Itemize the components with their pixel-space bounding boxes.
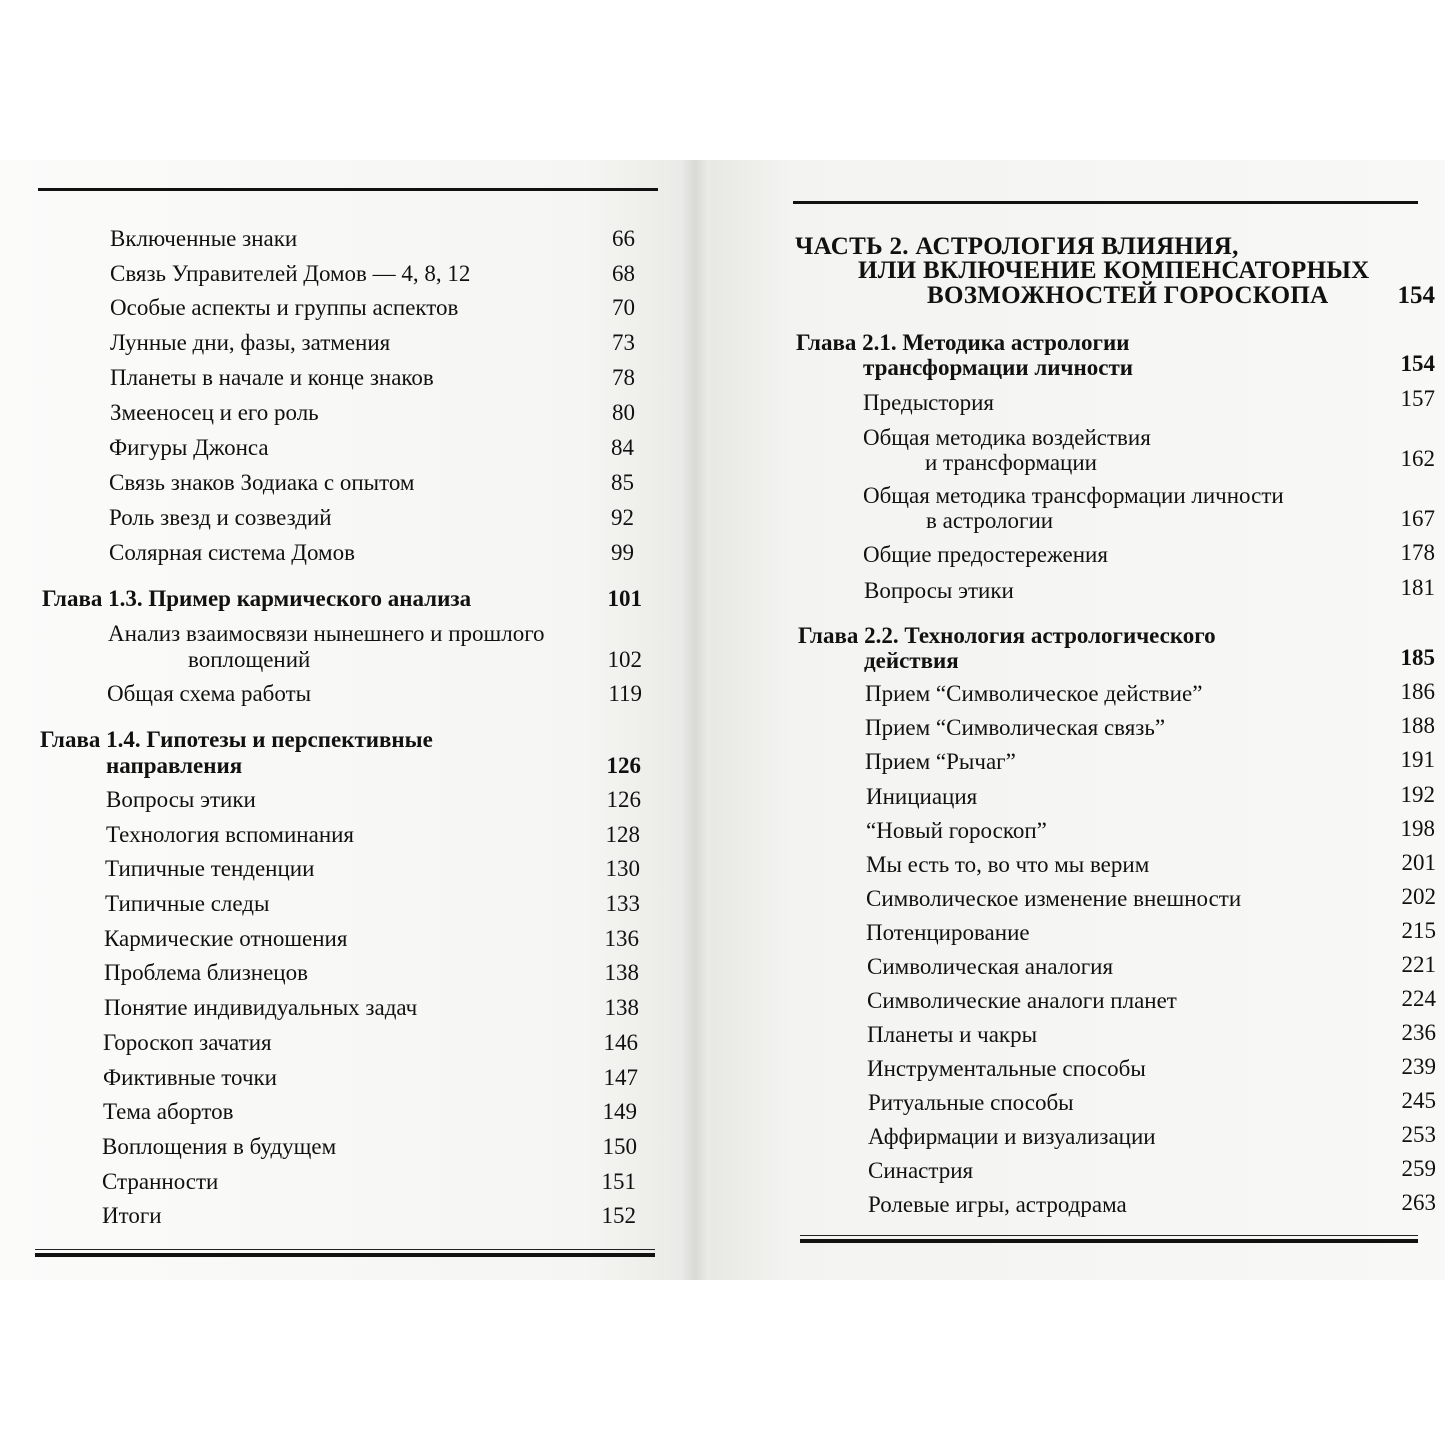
toc-entry-page: 70 <box>612 295 635 320</box>
toc-entry-title: Роль звезд и созвездий <box>109 505 332 530</box>
toc-entry-page: 150 <box>602 1134 637 1159</box>
toc-entry-title: Символическая аналогия <box>867 954 1114 979</box>
toc-entry-title: Включенные знаки <box>110 226 298 251</box>
toc-entry-page: 221 <box>1401 952 1436 977</box>
toc-entry-page: 186 <box>1400 679 1435 704</box>
toc-entry-title: Прием “Символическая связь” <box>865 715 1166 740</box>
toc-entry-page: 215 <box>1401 918 1436 943</box>
toc-entry-title: Солярная система Домов <box>109 540 355 565</box>
toc-entry-title: Типичные следы <box>105 891 270 916</box>
toc-entry-title: Технология вспоминания <box>106 822 355 847</box>
chapter-page: 126 <box>606 753 641 778</box>
chapter-heading: Глава 1.4. Гипотезы и перспективные <box>40 727 433 752</box>
chapter-page: 101 <box>607 586 642 611</box>
toc-entry-page: 152 <box>601 1203 636 1228</box>
left-top-rule <box>38 188 658 191</box>
toc-entry-title: Общая схема работы <box>107 681 312 706</box>
toc-entry-page: 80 <box>612 400 635 425</box>
toc-entry-page: 84 <box>611 435 634 460</box>
toc-entry-title: Мы есть то, во что мы верим <box>866 852 1150 877</box>
toc-entry-page: 73 <box>612 330 635 355</box>
toc-entry-title: Змееносец и его роль <box>110 400 319 425</box>
book-gutter <box>680 160 710 1280</box>
toc-entry-title: Символические аналоги планет <box>867 988 1177 1013</box>
part-page: 154 <box>1397 282 1435 309</box>
chapter-heading-continued: трансформации личности <box>863 355 1134 380</box>
toc-entry-title: Связь Управителей Домов — 4, 8, 12 <box>110 261 471 286</box>
toc-entry-page: 198 <box>1400 816 1435 841</box>
toc-entry-title: Прием “Символическое действие” <box>865 681 1203 706</box>
toc-entry-page: 191 <box>1400 747 1435 772</box>
toc-entry-page: 202 <box>1401 884 1436 909</box>
toc-entry-title: Потенцирование <box>866 920 1030 945</box>
left-bottom-thin-rule <box>35 1249 655 1250</box>
toc-entry-page: 138 <box>604 995 639 1020</box>
toc-entry-page: 78 <box>612 365 635 390</box>
part-heading-line3: ВОЗМОЖНОСТЕЙ ГОРОСКОПА <box>927 282 1329 309</box>
toc-entry-title: Планеты и чакры <box>867 1022 1038 1047</box>
toc-entry-title: Ритуальные способы <box>868 1090 1074 1115</box>
toc-entry-title: Общая методика трансформации личности <box>863 483 1284 508</box>
chapter-page: 154 <box>1400 351 1435 376</box>
chapter-heading: Глава 1.3. Пример кармического анализа <box>42 586 472 611</box>
toc-entry-title: Общая методика воздействия <box>863 425 1151 450</box>
toc-entry-page: 167 <box>1400 506 1435 531</box>
chapter-heading: Глава 2.1. Методика астрологии <box>796 330 1130 355</box>
toc-entry-page: 151 <box>601 1169 636 1194</box>
toc-entry-title: Анализ взаимосвязи нынешнего и прошлого <box>108 621 545 646</box>
toc-entry-page: 138 <box>604 960 639 985</box>
toc-entry-page: 201 <box>1401 850 1436 875</box>
toc-entry-title: Кармические отношения <box>104 926 348 951</box>
toc-entry-page: 224 <box>1401 986 1436 1011</box>
toc-entry-title: Общие предостережения <box>863 542 1108 567</box>
toc-entry-title: Итоги <box>102 1203 162 1228</box>
toc-entry-title: Тема абортов <box>103 1099 234 1124</box>
toc-entry-page: 136 <box>604 926 639 951</box>
toc-entry-title: Синастрия <box>868 1158 974 1183</box>
toc-entry-page: 146 <box>603 1030 638 1055</box>
toc-entry-page: 128 <box>605 822 640 847</box>
toc-entry-title-continued: в астрологии <box>926 508 1054 533</box>
toc-entry-page: 259 <box>1401 1156 1436 1181</box>
chapter-page: 185 <box>1400 645 1435 670</box>
chapter-heading-continued: направления <box>106 753 243 778</box>
toc-entry-page: 68 <box>612 261 635 286</box>
toc-entry-title: Связь знаков Зодиака с опытом <box>109 470 415 495</box>
toc-entry-page: 188 <box>1400 713 1435 738</box>
left-bottom-rule <box>35 1253 655 1257</box>
right-top-rule <box>793 201 1418 204</box>
chapter-heading-continued: действия <box>864 648 959 673</box>
chapter-heading: Глава 2.2. Технология астрологического <box>798 623 1216 648</box>
toc-entry-title: Понятие индивидуальных задач <box>104 995 418 1020</box>
right-bottom-rule <box>800 1239 1418 1243</box>
right-bottom-thin-rule <box>800 1235 1418 1236</box>
toc-entry-title: Странности <box>102 1169 219 1194</box>
toc-entry-page: 178 <box>1400 540 1435 565</box>
toc-entry-title: Особые аспекты и группы аспектов <box>110 295 459 320</box>
toc-entry-title: Инструментальные способы <box>867 1056 1146 1081</box>
toc-entry-title: Фиктивные точки <box>103 1065 277 1090</box>
toc-entry-title: Символическое изменение внешности <box>866 886 1242 911</box>
toc-entry-page: 99 <box>611 540 634 565</box>
toc-entry-title: Типичные тенденции <box>105 856 315 881</box>
toc-entry-title: Вопросы этики <box>106 787 256 812</box>
toc-entry-page: 133 <box>605 891 640 916</box>
toc-entry-title: Лунные дни, фазы, затмения <box>110 330 391 355</box>
toc-entry-page: 119 <box>608 681 642 706</box>
toc-entry-title: Проблема близнецов <box>104 960 308 985</box>
toc-entry-title-continued: и трансформации <box>925 450 1097 475</box>
toc-entry-title: Инициация <box>866 784 978 809</box>
toc-entry-title: “Новый гороскоп” <box>866 818 1047 843</box>
toc-entry-page: 102 <box>607 647 642 672</box>
toc-entry-page: 181 <box>1400 575 1435 600</box>
toc-entry-title: Фигуры Джонса <box>109 435 269 460</box>
toc-entry-page: 263 <box>1401 1190 1436 1215</box>
toc-entry-page: 157 <box>1400 386 1435 411</box>
toc-entry-title: Прием “Рычаг” <box>865 749 1016 774</box>
toc-entry-page: 130 <box>605 856 640 881</box>
toc-entry-title: Ролевые игры, астродрама <box>868 1192 1127 1217</box>
toc-entry-page: 147 <box>603 1065 638 1090</box>
toc-entry-title: Планеты в начале и конце знаков <box>110 365 434 390</box>
toc-entry-page: 192 <box>1400 782 1435 807</box>
part-heading-line2: ИЛИ ВКЛЮЧЕНИЕ КОМПЕНСАТОРНЫХ <box>858 257 1370 284</box>
part-heading: ЧАСТЬ 2. АСТРОЛОГИЯ ВЛИЯНИЯ, <box>795 233 1239 260</box>
toc-entry-page: 92 <box>611 505 634 530</box>
toc-entry-page: 239 <box>1401 1054 1436 1079</box>
toc-entry-page: 245 <box>1401 1088 1436 1113</box>
toc-entry-title: Аффирмации и визуализации <box>868 1124 1156 1149</box>
toc-entry-title: Предыстория <box>863 390 995 415</box>
toc-entry-page: 85 <box>611 470 634 495</box>
toc-entry-title: Воплощения в будущем <box>102 1134 337 1159</box>
toc-entry-page: 126 <box>606 787 641 812</box>
toc-entry-title: Вопросы этики <box>864 578 1014 603</box>
toc-entry-page: 162 <box>1400 446 1435 471</box>
toc-entry-title-continued: воплощений <box>188 647 311 672</box>
toc-entry-page: 236 <box>1401 1020 1436 1045</box>
toc-entry-page: 66 <box>612 226 635 251</box>
toc-entry-page: 253 <box>1401 1122 1436 1147</box>
toc-entry-page: 149 <box>602 1099 637 1124</box>
toc-entry-title: Гороскоп зачатия <box>103 1030 272 1055</box>
